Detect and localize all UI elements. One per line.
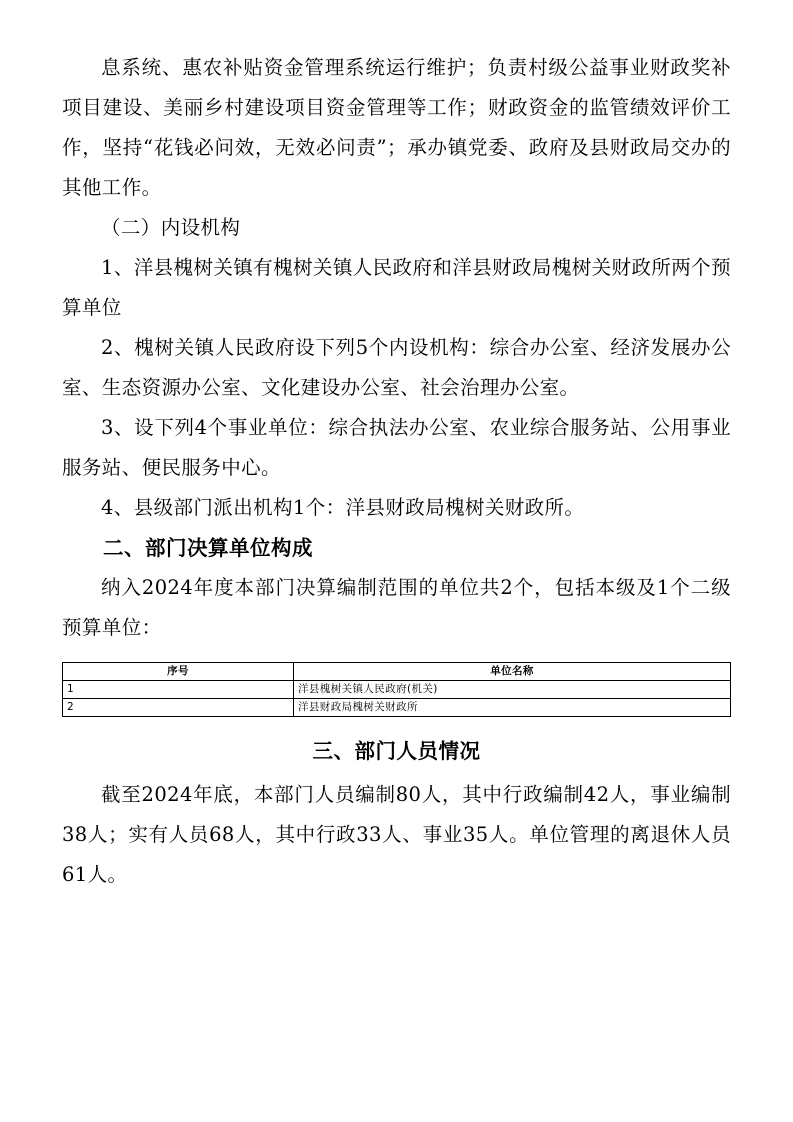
table-header-row — [63, 663, 731, 681]
document-body — [62, 48, 731, 895]
paragraph-internal-orgs-title: （二）内设机构 — [101, 216, 241, 239]
table-body — [63, 681, 731, 717]
table-header — [63, 663, 731, 681]
unit-composition-table — [62, 662, 731, 717]
table-cell-no: 2 — [63, 699, 294, 717]
table-row — [63, 681, 731, 699]
paragraph-four-institutions: 3、设下列4个事业单位：综合执法办公室、农业综合服务站、公用事业服务站、便民服务中心。 — [62, 416, 731, 479]
paragraph-duties: 息系统、惠农补贴资金管理系统运行维护；负责村级公益事业财政奖补项目建设、美丽乡村建设项目资金管理等工作；财政资金的监管绩效评价工作，坚持“花钱必问效，无效必问责”；承办镇党委、政府及县财政局交办的其他工作。 — [62, 56, 731, 199]
paragraph-dispatched-org: 4、县级部门派出机构1个：洋县财政局槐树关财政所。 — [101, 496, 585, 519]
heading-section-three: 三、部门人员情况 — [312, 739, 481, 763]
paragraph-budget-units: 1、洋县槐树关镇有槐树关镇人民政府和洋县财政局槐树关财政所两个预算单位 — [62, 256, 731, 319]
table-header-cell-name: 单位名称 — [294, 663, 731, 681]
table-row — [63, 699, 731, 717]
table-header-cell-no: 序号 — [63, 663, 294, 681]
table-cell-name: 洋县财政局槐树关财政所 — [294, 699, 731, 717]
paragraph-section-three-body: 截至2024年底，本部门人员编制80人，其中行政编制42人，事业编制38人；实有人员68人，其中行政33人、事业35人。单位管理的离退休人员61人。 — [62, 783, 731, 886]
table-cell-name: 洋县槐树关镇人民政府(机关) — [294, 681, 731, 699]
heading-section-two: 二、部门决算单位构成 — [103, 536, 313, 560]
paragraph-five-internal-orgs: 2、槐树关镇人民政府设下列5个内设机构：综合办公室、经济发展办公室、生态资源办公室、文化建设办公室、社会治理办公室。 — [62, 336, 731, 399]
paragraph-section-two-body: 纳入2024年度本部门决算编制范围的单位共2个，包括本级及1个二级预算单位： — [62, 576, 731, 639]
table-cell-no: 1 — [63, 681, 294, 699]
